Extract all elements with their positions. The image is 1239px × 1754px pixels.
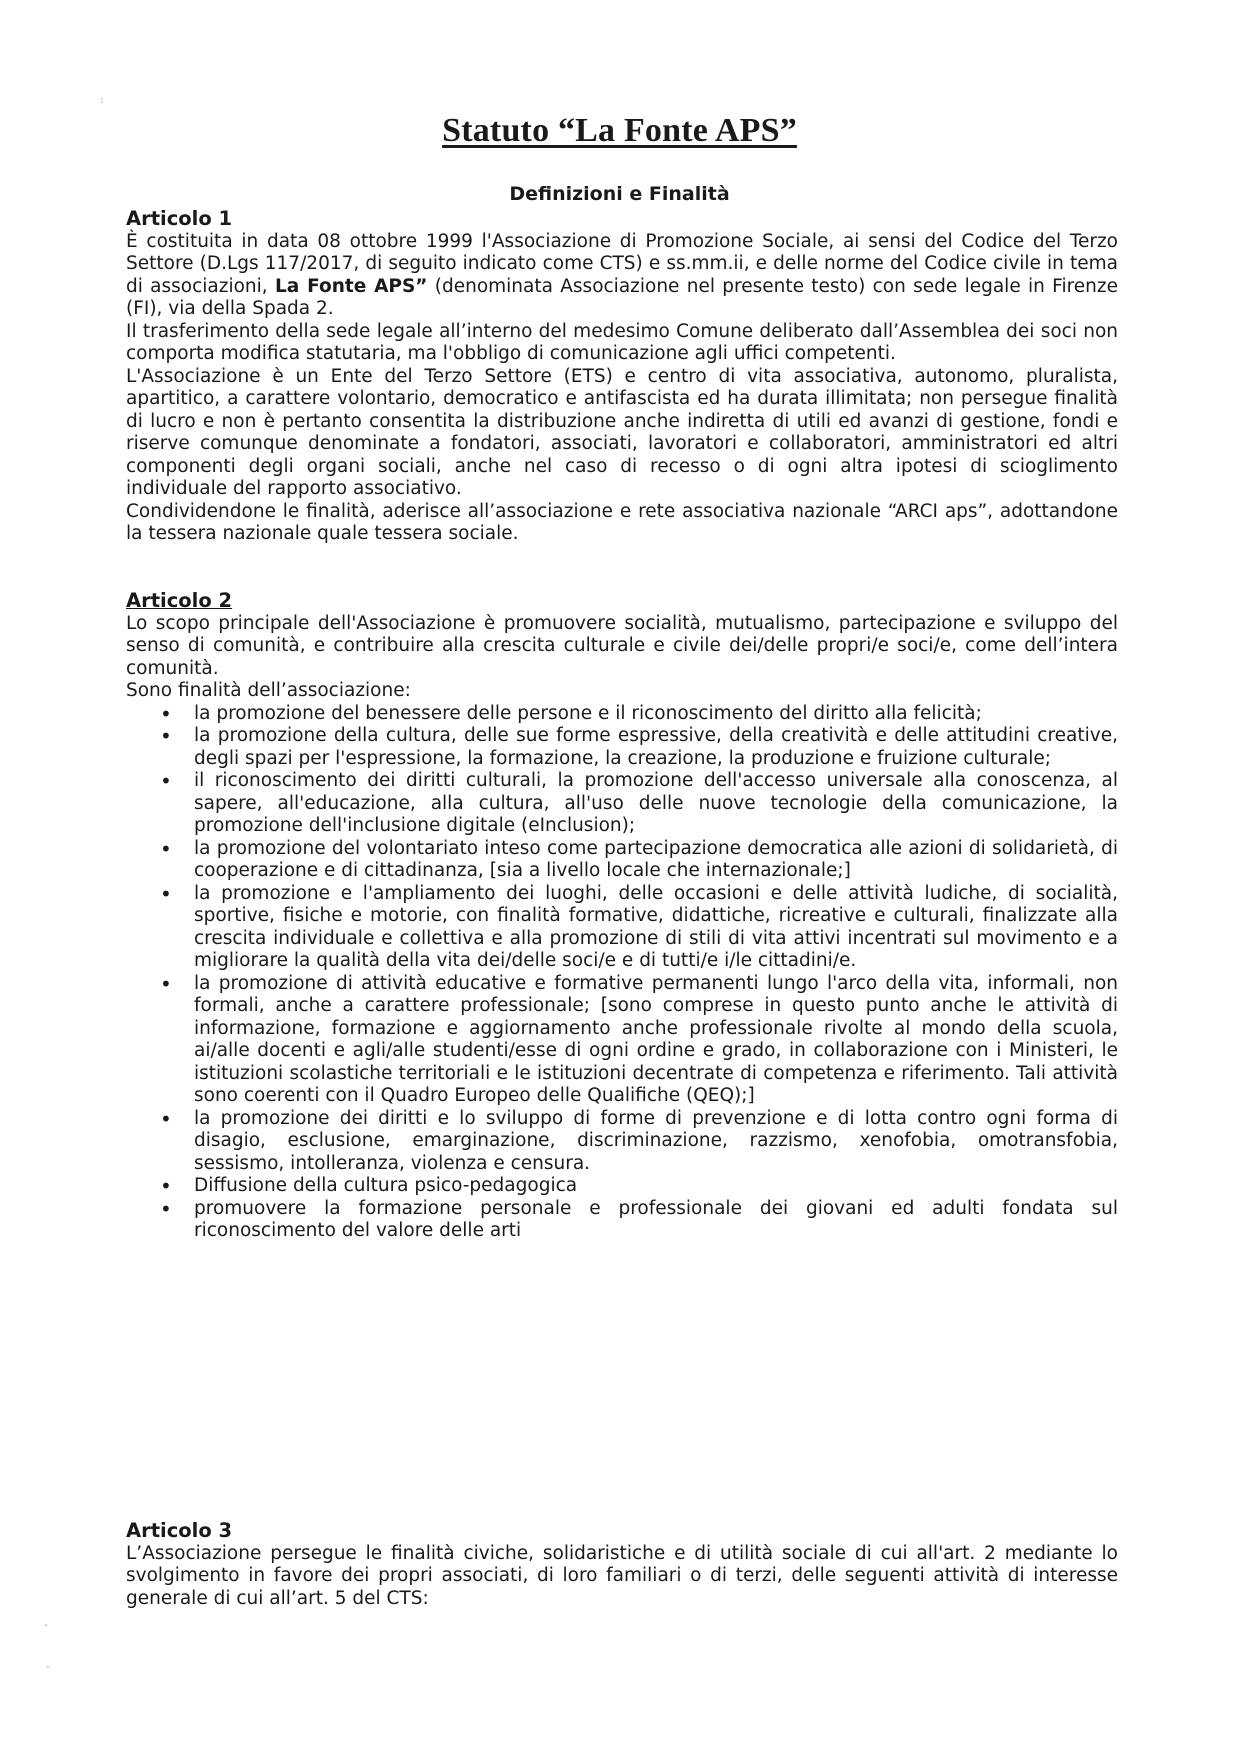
- article-1-paragraph-4: Condividendone le finalità, aderisce all’associazione e rete associativa nazionale “ARCI aps”, adottandone la tessera nazionale quale tessera sociale.: [126, 500, 1118, 544]
- article-2: [126, 590, 1118, 1243]
- article-1-paragraph-2: Il trasferimento della sede legale all’interno del medesimo Comune deliberato dall’Assemblea dei soci non comporta modifica statutaria, ma l'obbligo di comunicazione agli uffici competenti.: [126, 320, 1118, 364]
- list-item: • Diffusione della cultura psico-pedagogica: [126, 1175, 1118, 1198]
- article-3-paragraph-1: L’Associazione persegue le finalità civiche, solidaristiche e di utilità sociale di cui all'art. 2 mediante lo svolgimento in favore dei propri associati, di loro familiari o di terzi, delle seguenti attività di interesse generale di cui all’art. 5 del CTS:: [126, 1542, 1118, 1609]
- article-2-list-intro: Sono finalità dell’associazione:: [126, 680, 411, 701]
- list-item: • la promozione di attività educative e formative permanenti lungo l'arco della vita, informali, non formali, anche a carattere professionale; [sono comprese in questo punto anche le attività di informazione, formazione e aggiornamento anche professionale rivolte al mondo della scuola, ai/alle docenti e agli/alle studenti/esse di ogni ordine e grado, in collaborazione con i Ministeri, le istituzioni scolastiche territoriali e le istituzioni decentrate di competenza e riferimento. Tali attività sono coerenti con il Quadro Europeo delle Qualifiche (QEQ);]: [126, 973, 1118, 1108]
- article-2-paragraph-1: Lo scopo principale dell'Associazione è promuovere socialità, mutualismo, partecipazione e sviluppo del senso di comunità, e contribuire alla crescita culturale e civile dei/delle propri/e soci/e, come dell’intera comunità.: [126, 612, 1118, 679]
- list-item: • la promozione e l'ampliamento dei luoghi, delle occasioni e delle attività ludiche, di socialità, sportive, fisiche e motorie, con finalità formative, didattiche, ricreative e culturali, finalizzate alla crescita individuale e collettiva e alla promozione di stili di vita attivi incentrati sul movimento e a migliorare la qualità della vita dei/delle soci/e e di tutti/e i/le cittadini/e.: [126, 883, 1118, 973]
- article-1-p1-text: È costituita in data 08 ottobre 1999 l'Associazione di Promozione Sociale, ai sensi del Codice del Terzo Settore (D.Lgs 117/2017, di seguito indicato come CTS) e ss.mm.ii, e delle norme del Codice civile in tema di associazioni,: [126, 230, 1118, 297]
- list-item: • il riconoscimento dei diritti culturali, la promozione dell'accesso universale alla conoscenza, al sapere, all'educazione, alla cultura, all'uso delle nuove tecnologie della comunicazione, la promozione dell'inclusione digitale (eInclusion);: [126, 770, 1118, 838]
- article-2-body: [126, 613, 1118, 703]
- article-1-body: [126, 231, 1118, 546]
- list-item: • la promozione del benessere delle persone e il riconoscimento del diritto alla felicità;: [126, 703, 1118, 726]
- article-1: [126, 208, 1118, 546]
- article-1-p1-tail: (denominata Associazione nel presente testo) con sede legale in Firenze (FI), via della Spada 2.: [126, 275, 1118, 319]
- scan-speck: -: [46, 1662, 50, 1673]
- article-1-paragraph-3: L'Associazione è un Ente del Terzo Settore (ETS) e centro di vita associativa, autonomo, pluralista, apartitico, a carattere volontario, democratico e antifascista ed ha durata illimitata; non persegue finalità di lucro e non è pertanto consentita la distribuzione anche indiretta di utili ed avanzi di gestione, fondi e riserve comunque denominate a fondatori, associati, lavoratori e collaboratori, amministratori ed altri componenti degli organi sociali, anche nel caso di recesso o di ogni altra ipotesi di scioglimento individuale del rapporto associativo.: [126, 365, 1118, 499]
- article-1-heading: Articolo 1: [126, 207, 233, 230]
- scan-speck: :: [100, 95, 104, 106]
- article-2-aims-list: [126, 703, 1118, 1243]
- association-name-bold: La Fonte APS”: [274, 275, 428, 297]
- article-3-heading: Articolo 3: [126, 1519, 233, 1542]
- article-2-heading: Articolo 2: [126, 589, 233, 612]
- section-heading: Definizioni e Finalità: [509, 183, 730, 205]
- list-item: • la promozione del volontariato inteso come partecipazione democratica alle azioni di solidarietà, di cooperazione e di cittadinanza, [sia a livello locale che internazionale;]: [126, 838, 1118, 883]
- list-item: • la promozione della cultura, delle sue forme espressive, della creatività e delle attitudini creative, degli spazi per l'espressione, la formazione, la creazione, la produzione e fruizione culturale;: [126, 725, 1118, 770]
- list-item: • la promozione dei diritti e lo sviluppo di forme di prevenzione e di lotta contro ogni forma di disagio, esclusione, emarginazione, discriminazione, razzismo, xenofobia, omotransfobia, sessismo, intolleranza, violenza e censura.: [126, 1108, 1118, 1176]
- scan-speck: -: [44, 1620, 48, 1631]
- article-1-paragraph-1: [126, 231, 1118, 321]
- list-item: • promuovere la formazione personale e professionale dei giovani ed adulti fondata sul riconoscimento del valore delle arti: [126, 1198, 1118, 1243]
- article-3-body: [126, 1543, 1118, 1611]
- article-3: [126, 1520, 1118, 1610]
- document-title: Statuto “La Fonte APS”: [442, 112, 797, 149]
